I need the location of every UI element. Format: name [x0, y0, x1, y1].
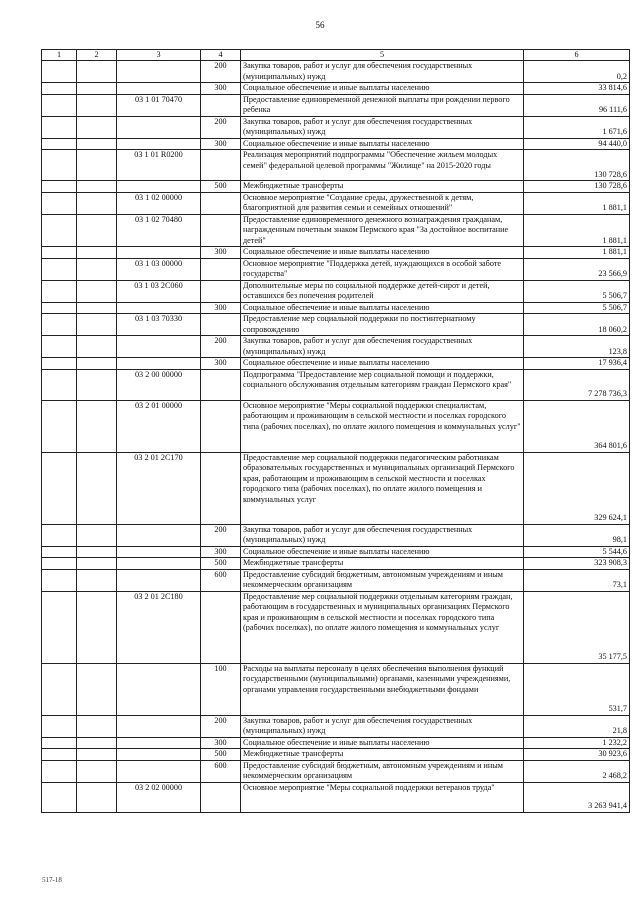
cell-c2 [77, 116, 117, 138]
cell-c3: 03 2 00 00000 [117, 369, 201, 400]
cell-c1 [42, 150, 77, 181]
cell-c4 [201, 452, 241, 524]
cell-c6: 1 671,6 [524, 116, 630, 138]
cell-c3: 03 1 01 70470 [117, 94, 201, 116]
cell-c5: Закупка товаров, работ и услуг для обеспечения государственных (муниципальных) нужд [241, 61, 524, 83]
cell-c3: 03 2 01 00000 [117, 400, 201, 452]
header-row [42, 50, 630, 61]
cell-c3 [117, 760, 201, 782]
cell-c4: 200 [201, 715, 241, 737]
cell-c1 [42, 247, 77, 259]
cell-c6: 98,1 [524, 524, 630, 546]
cell-c5: Реализация мероприятий подпрограммы "Обеспечение жильем молодых семей" федеральной целевой программы "Жилище" на 2015-2020 годы [241, 150, 524, 181]
cell-c6: 35 177,5 [524, 591, 630, 663]
table-row [42, 782, 630, 812]
cell-c1 [42, 116, 77, 138]
cell-c4 [201, 192, 241, 214]
cell-c5: Социальное обеспечение и иные выплаты населению [241, 302, 524, 314]
cell-c2 [77, 749, 117, 761]
cell-c3 [117, 715, 201, 737]
page-number: 56 [315, 20, 325, 30]
table-row [42, 663, 630, 715]
cell-c6: 1 881,1 [524, 192, 630, 214]
table-row [42, 314, 630, 336]
cell-c5: Межбюджетные трансферты [241, 749, 524, 761]
cell-c6: 1 232,2 [524, 737, 630, 749]
cell-c5: Предоставление мер социальной поддержки по постинтернатному сопровождению [241, 314, 524, 336]
cell-c1 [42, 737, 77, 749]
table-row [42, 369, 630, 400]
cell-c5: Социальное обеспечение и иные выплаты населению [241, 83, 524, 95]
cell-c1 [42, 715, 77, 737]
cell-c4 [201, 369, 241, 400]
cell-c4 [201, 314, 241, 336]
cell-c4: 300 [201, 358, 241, 370]
cell-c3: 03 2 02 00000 [117, 782, 201, 812]
header-cell-2: 2 [77, 50, 117, 61]
cell-c2 [77, 258, 117, 280]
cell-c2 [77, 452, 117, 524]
cell-c1 [42, 663, 77, 715]
cell-c2 [77, 369, 117, 400]
cell-c6: 23 566,9 [524, 258, 630, 280]
cell-c2 [77, 737, 117, 749]
cell-c2 [77, 558, 117, 570]
cell-c2 [77, 83, 117, 95]
header-cell-3: 3 [117, 50, 201, 61]
cell-c1 [42, 452, 77, 524]
cell-c2 [77, 524, 117, 546]
table-row [42, 61, 630, 83]
cell-c1 [42, 181, 77, 193]
cell-c2 [77, 760, 117, 782]
header-cell-5: 5 [241, 50, 524, 61]
cell-c3 [117, 336, 201, 358]
cell-c2 [77, 214, 117, 247]
cell-c3 [117, 358, 201, 370]
cell-c3: 03 1 03 2С060 [117, 280, 201, 302]
cell-c2 [77, 138, 117, 150]
cell-c3: 03 1 02 70480 [117, 214, 201, 247]
cell-c4: 200 [201, 336, 241, 358]
cell-c4 [201, 94, 241, 116]
cell-c1 [42, 214, 77, 247]
cell-c5: Социальное обеспечение и иные выплаты населению [241, 138, 524, 150]
cell-c2 [77, 94, 117, 116]
cell-c6: 17 936,4 [524, 358, 630, 370]
cell-c6: 5 506,7 [524, 280, 630, 302]
cell-c2 [77, 591, 117, 663]
cell-c4 [201, 150, 241, 181]
cell-c4: 300 [201, 302, 241, 314]
cell-c6: 1 881,1 [524, 214, 630, 247]
cell-c4: 200 [201, 524, 241, 546]
cell-c4: 500 [201, 181, 241, 193]
cell-c3: 03 2 01 2С170 [117, 452, 201, 524]
table-row [42, 591, 630, 663]
cell-c5: Социальное обеспечение и иные выплаты населению [241, 247, 524, 259]
cell-c2 [77, 302, 117, 314]
table-row [42, 400, 630, 452]
cell-c1 [42, 760, 77, 782]
table-row [42, 737, 630, 749]
cell-c6: 94 440,0 [524, 138, 630, 150]
cell-c2 [77, 61, 117, 83]
cell-c3: 03 1 03 70330 [117, 314, 201, 336]
table-row [42, 192, 630, 214]
cell-c4 [201, 782, 241, 812]
table-row [42, 302, 630, 314]
cell-c1 [42, 314, 77, 336]
cell-c5: Закупка товаров, работ и услуг для обеспечения государственных (муниципальных) нужд [241, 116, 524, 138]
cell-c1 [42, 558, 77, 570]
table-row [42, 452, 630, 524]
cell-c4 [201, 400, 241, 452]
cell-c1 [42, 336, 77, 358]
cell-c4: 600 [201, 569, 241, 591]
cell-c1 [42, 400, 77, 452]
cell-c4: 300 [201, 138, 241, 150]
cell-c5: Межбюджетные трансферты [241, 181, 524, 193]
cell-c1 [42, 749, 77, 761]
cell-c3 [117, 558, 201, 570]
cell-c2 [77, 546, 117, 558]
cell-c6: 18 060,2 [524, 314, 630, 336]
cell-c1 [42, 524, 77, 546]
cell-c6: 531,7 [524, 663, 630, 715]
cell-c2 [77, 336, 117, 358]
cell-c1 [42, 61, 77, 83]
cell-c3 [117, 302, 201, 314]
cell-c2 [77, 314, 117, 336]
cell-c4: 500 [201, 558, 241, 570]
cell-c5: Основное мероприятие "Меры социальной поддержки ветеранов труда" [241, 782, 524, 812]
cell-c5: Предоставление единовременной денежной выплаты при рождении первого ребенка [241, 94, 524, 116]
cell-c1 [42, 358, 77, 370]
cell-c3 [117, 83, 201, 95]
cell-c3: 03 2 01 2С180 [117, 591, 201, 663]
cell-c3 [117, 737, 201, 749]
cell-c5: Основное мероприятие "Поддержка детей, нуждающихся в особой заботе государства" [241, 258, 524, 280]
cell-c1 [42, 782, 77, 812]
cell-c4 [201, 591, 241, 663]
cell-c4: 200 [201, 61, 241, 83]
table-row [42, 715, 630, 737]
cell-c5: Социальное обеспечение и иные выплаты населению [241, 358, 524, 370]
cell-c4 [201, 214, 241, 247]
cell-c1 [42, 369, 77, 400]
cell-c5: Предоставление субсидий бюджетным, автономным учреждениям и иным некоммерческим организациям [241, 760, 524, 782]
cell-c4: 100 [201, 663, 241, 715]
cell-c4: 200 [201, 116, 241, 138]
cell-c6: 30 923,6 [524, 749, 630, 761]
cell-c6: 7 278 736,3 [524, 369, 630, 400]
cell-c6: 323 908,3 [524, 558, 630, 570]
cell-c3 [117, 138, 201, 150]
cell-c3 [117, 181, 201, 193]
cell-c2 [77, 663, 117, 715]
cell-c2 [77, 782, 117, 812]
cell-c1 [42, 192, 77, 214]
cell-c6: 130 728,6 [524, 181, 630, 193]
cell-c6: 33 814,6 [524, 83, 630, 95]
table-row [42, 247, 630, 259]
cell-c5: Предоставление мер социальной поддержки педагогическим работникам образовательных государственных и муниципальных организаций Пермского края, работающим и проживающим в сельской местности и поселках городского типа (рабочих поселках), по оплате жилого помещения и коммунальных услуг [241, 452, 524, 524]
table-row [42, 569, 630, 591]
table-row [42, 760, 630, 782]
cell-c2 [77, 569, 117, 591]
cell-c5: Предоставление субсидий бюджетным, автономным учреждениям и иным некоммерческим организациям [241, 569, 524, 591]
cell-c5: Расходы на выплаты персоналу в целях обеспечения выполнения функций государственными (муниципальными) органами, казенными учреждениями, органами управления государственными внебюджетными фондами [241, 663, 524, 715]
cell-c3 [117, 546, 201, 558]
cell-c5: Социальное обеспечение и иные выплаты населению [241, 737, 524, 749]
cell-c2 [77, 400, 117, 452]
cell-c1 [42, 280, 77, 302]
cell-c4 [201, 280, 241, 302]
cell-c4: 500 [201, 749, 241, 761]
table-row [42, 524, 630, 546]
cell-c6: 5 544,6 [524, 546, 630, 558]
footer-code: 517-18 [42, 876, 62, 884]
cell-c3 [117, 247, 201, 259]
cell-c6: 5 506,7 [524, 302, 630, 314]
cell-c2 [77, 150, 117, 181]
table-row [42, 336, 630, 358]
cell-c5: Предоставление единовременного денежного вознаграждения гражданам, награжденным почетным знаком Пермского края "За достойное воспитание детей" [241, 214, 524, 247]
cell-c3: 03 1 02 00000 [117, 192, 201, 214]
cell-c2 [77, 247, 117, 259]
cell-c1 [42, 569, 77, 591]
cell-c5: Основное мероприятие "Меры социальной поддержки специалистам, работающим и проживающим в сельской местности и поселках городского типа (рабочих поселках), по оплате жилого помещения и коммунальных услуг" [241, 400, 524, 452]
table-row [42, 358, 630, 370]
cell-c1 [42, 83, 77, 95]
table-row [42, 546, 630, 558]
table-row [42, 83, 630, 95]
cell-c1 [42, 138, 77, 150]
cell-c2 [77, 192, 117, 214]
table-row [42, 116, 630, 138]
cell-c2 [77, 358, 117, 370]
cell-c3 [117, 749, 201, 761]
cell-c5: Дополнительные меры по социальной поддержке детей-сирот и детей, оставшихся без попечения родителей [241, 280, 524, 302]
cell-c1 [42, 94, 77, 116]
cell-c4: 300 [201, 247, 241, 259]
table-row [42, 94, 630, 116]
table-row [42, 558, 630, 570]
header-cell-6: 6 [524, 50, 630, 61]
cell-c6: 73,1 [524, 569, 630, 591]
cell-c6: 21,8 [524, 715, 630, 737]
cell-c1 [42, 591, 77, 663]
cell-c5: Предоставление мер социальной поддержки отдельным категориям граждан, работающим в государственных и муниципальных организациях Пермского края и проживающим в сельской местности и поселках городского типа (рабочих поселках), по оплате жилого помещения и коммунальных услуг [241, 591, 524, 663]
cell-c4: 300 [201, 737, 241, 749]
table-row [42, 258, 630, 280]
budget-table-container [41, 49, 629, 813]
cell-c4: 600 [201, 760, 241, 782]
cell-c6: 130 728,6 [524, 150, 630, 181]
cell-c4 [201, 258, 241, 280]
cell-c6: 329 624,1 [524, 452, 630, 524]
table-row [42, 214, 630, 247]
cell-c5: Основное мероприятие "Создание среды, дружественной к детям, благоприятной для развития семьи и семейных отношений" [241, 192, 524, 214]
cell-c6: 96 111,6 [524, 94, 630, 116]
cell-c5: Закупка товаров, работ и услуг для обеспечения государственных (муниципальных) нужд [241, 524, 524, 546]
header-cell-4: 4 [201, 50, 241, 61]
cell-c5: Закупка товаров, работ и услуг для обеспечения государственных (муниципальных) нужд [241, 336, 524, 358]
cell-c2 [77, 280, 117, 302]
cell-c1 [42, 258, 77, 280]
cell-c6: 364 801,6 [524, 400, 630, 452]
cell-c3 [117, 61, 201, 83]
cell-c6: 1 881,1 [524, 247, 630, 259]
cell-c2 [77, 181, 117, 193]
cell-c6: 3 263 941,4 [524, 782, 630, 812]
cell-c4: 300 [201, 546, 241, 558]
budget-table [41, 49, 630, 813]
table-row [42, 138, 630, 150]
header-cell-1: 1 [42, 50, 77, 61]
table-row [42, 280, 630, 302]
cell-c3: 03 1 03 00000 [117, 258, 201, 280]
cell-c5: Закупка товаров, работ и услуг для обеспечения государственных (муниципальных) нужд [241, 715, 524, 737]
cell-c3 [117, 116, 201, 138]
table-row [42, 181, 630, 193]
cell-c6: 2 468,2 [524, 760, 630, 782]
cell-c5: Социальное обеспечение и иные выплаты населению [241, 546, 524, 558]
cell-c5: Подпрограмма "Предоставление мер социальной помощи и поддержки, социального обслуживания отдельным категориям граждан Пермского края" [241, 369, 524, 400]
cell-c3 [117, 524, 201, 546]
table-row [42, 150, 630, 181]
cell-c4: 300 [201, 83, 241, 95]
cell-c1 [42, 302, 77, 314]
cell-c3: 03 1 01 R0200 [117, 150, 201, 181]
table-row [42, 749, 630, 761]
cell-c5: Межбюджетные трансферты [241, 558, 524, 570]
cell-c6: 123,8 [524, 336, 630, 358]
cell-c3 [117, 569, 201, 591]
cell-c2 [77, 715, 117, 737]
cell-c6: 0,2 [524, 61, 630, 83]
cell-c3 [117, 663, 201, 715]
cell-c1 [42, 546, 77, 558]
